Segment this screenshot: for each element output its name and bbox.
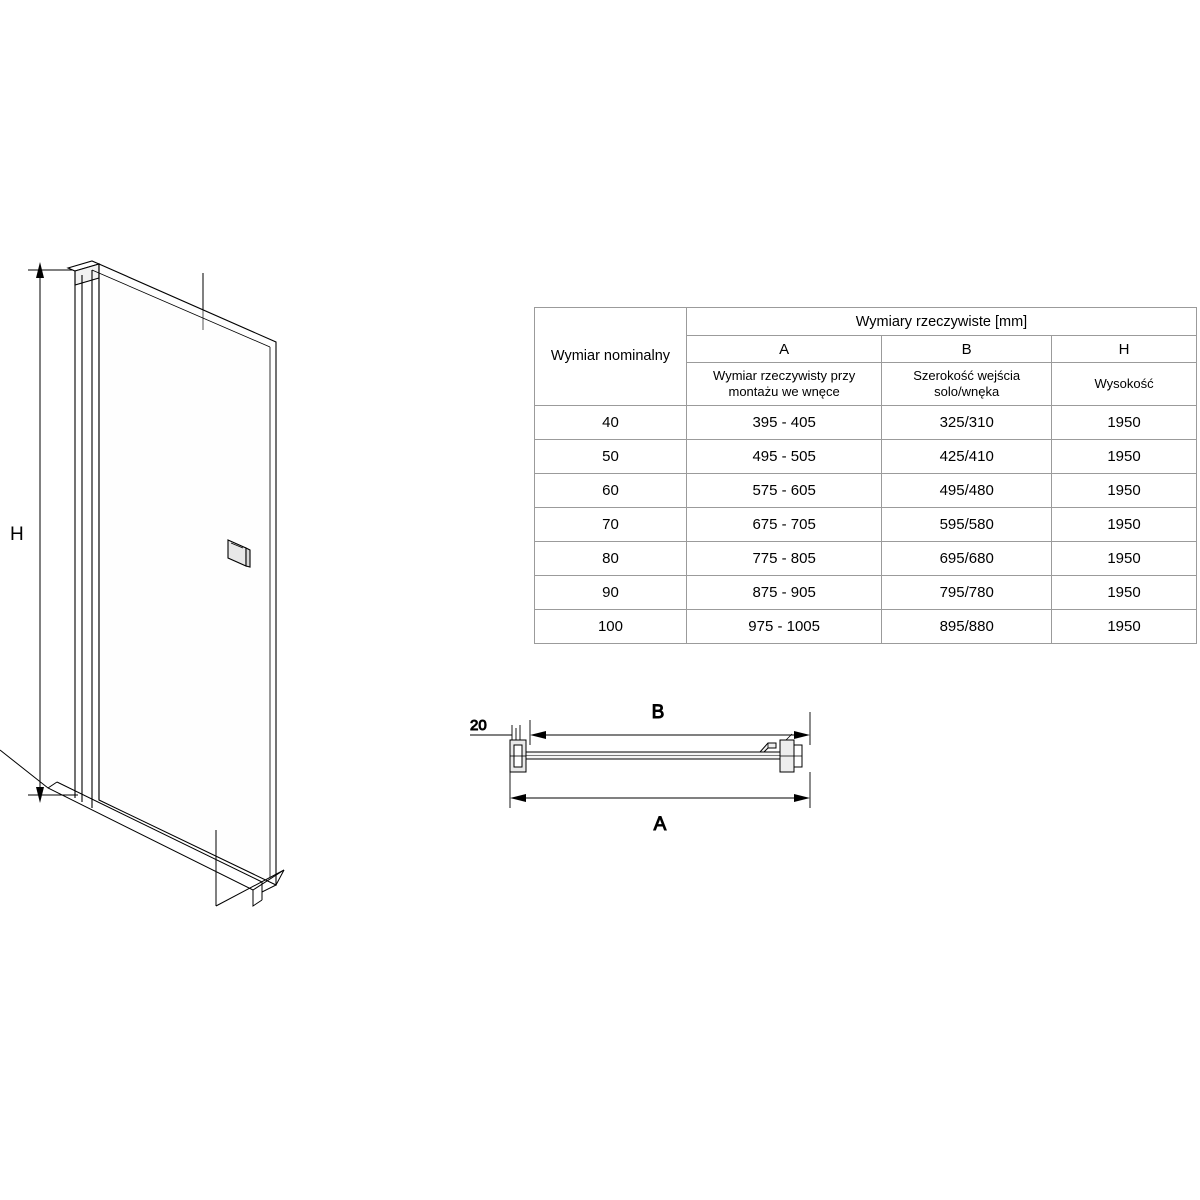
header-title: Wymiary rzeczywiste [mm] <box>686 308 1196 336</box>
cell-nominal: 80 <box>535 542 687 576</box>
table-row <box>535 576 1197 610</box>
a-label: A <box>653 814 667 835</box>
door-top-cap <box>68 261 99 285</box>
table-row <box>535 474 1197 508</box>
perspective-drawing <box>0 230 470 930</box>
header-desc-h: Wysokość <box>1052 363 1197 406</box>
header-desc-a: Wymiar rzeczywisty przy montażu we wnęce <box>686 363 881 406</box>
glass-panel <box>92 264 276 885</box>
plan-door-handle <box>760 743 776 752</box>
cell-h: 1950 <box>1052 610 1197 644</box>
plan-right-profile <box>780 734 802 772</box>
table-row <box>535 440 1197 474</box>
header-nominal: Wymiar nominalny <box>535 308 687 406</box>
wall-profile <box>75 264 99 808</box>
cell-b: 795/780 <box>882 576 1052 610</box>
cell-nominal: 90 <box>535 576 687 610</box>
cell-a: 975 - 1005 <box>686 610 881 644</box>
cell-b: 895/880 <box>882 610 1052 644</box>
height-label: H <box>10 524 24 545</box>
cell-b: 595/580 <box>882 508 1052 542</box>
cell-a: 395 - 405 <box>686 406 881 440</box>
cell-b: 325/310 <box>882 406 1052 440</box>
cell-b: 425/410 <box>882 440 1052 474</box>
plan-wall-profile <box>510 740 526 772</box>
dimensions-table <box>534 307 1197 644</box>
cell-a: 495 - 505 <box>686 440 881 474</box>
cell-nominal: 70 <box>535 508 687 542</box>
cell-nominal: 50 <box>535 440 687 474</box>
cell-a: 575 - 605 <box>686 474 881 508</box>
table-row <box>535 542 1197 576</box>
cell-h: 1950 <box>1052 474 1197 508</box>
a-dimension-line <box>510 772 810 808</box>
plan-view-drawing <box>430 690 850 860</box>
cell-a: 775 - 805 <box>686 542 881 576</box>
height-dimension-line <box>28 262 78 803</box>
table-row <box>535 508 1197 542</box>
cell-nominal: 40 <box>535 406 687 440</box>
header-desc-b: Szerokość wejścia solo/wnęka <box>882 363 1052 406</box>
offset-label: 20 <box>470 717 487 734</box>
cell-b: 495/480 <box>882 474 1052 508</box>
header-letter-h: H <box>1052 336 1197 363</box>
plan-glass-panel <box>526 752 780 759</box>
cell-a: 875 - 905 <box>686 576 881 610</box>
cell-b: 695/680 <box>882 542 1052 576</box>
header-letter-a: A <box>686 336 881 363</box>
cell-a: 675 - 705 <box>686 508 881 542</box>
cell-h: 1950 <box>1052 406 1197 440</box>
cell-h: 1950 <box>1052 576 1197 610</box>
table-header-row-title <box>535 308 1197 336</box>
cell-h: 1950 <box>1052 508 1197 542</box>
table-row <box>535 610 1197 644</box>
b-dimension-line <box>530 712 810 745</box>
cell-nominal: 100 <box>535 610 687 644</box>
b-label: B <box>651 702 665 723</box>
cell-h: 1950 <box>1052 440 1197 474</box>
header-letter-b: B <box>882 336 1052 363</box>
cell-nominal: 60 <box>535 474 687 508</box>
table-row <box>535 406 1197 440</box>
cell-h: 1950 <box>1052 542 1197 576</box>
